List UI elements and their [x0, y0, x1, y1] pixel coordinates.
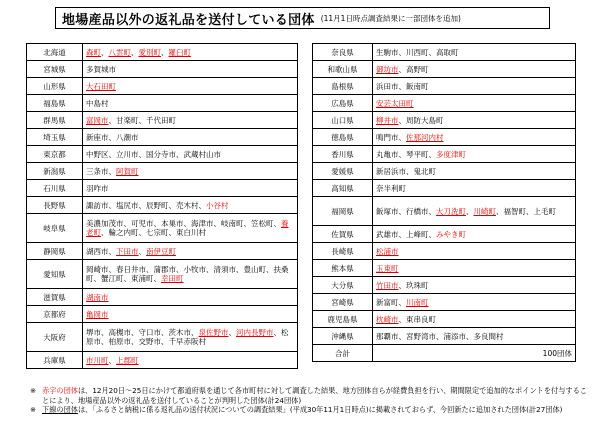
prefecture-cell: 群馬県 — [27, 112, 83, 129]
table-row — [313, 294, 576, 311]
table-row — [313, 277, 576, 294]
highlighted-municipality: 富岡市 — [86, 115, 109, 125]
municipality-text: 羽咋市 — [86, 183, 109, 193]
table-row — [313, 260, 576, 277]
highlighted-municipality: 多度津町 — [436, 149, 466, 159]
municipality-cell — [373, 112, 576, 129]
prefecture-cell: 静岡県 — [27, 243, 83, 260]
highlighted-municipality: 上郡町 — [116, 355, 139, 365]
highlighted-municipality: 市川町 — [86, 355, 109, 365]
municipality-text: 、 — [131, 47, 139, 57]
prefecture-cell: 和歌山県 — [313, 61, 373, 78]
prefecture-cell: 広島県 — [313, 95, 373, 112]
table-row — [27, 352, 298, 369]
highlighted-municipality: 竹田市 — [376, 280, 399, 290]
highlighted-municipality: 大刀洗町 — [436, 206, 466, 216]
municipality-cell — [83, 163, 298, 180]
prefecture-cell: 宮城県 — [27, 61, 83, 78]
municipality-text: 、 — [108, 355, 116, 365]
page-subtitle: (11月1日時点調査結果に一部団体を追加) — [320, 13, 461, 23]
municipality-text: 、甘楽町、千代田町 — [108, 115, 176, 125]
table-row — [27, 95, 298, 112]
prefecture-cell: 熊本県 — [313, 260, 373, 277]
prefecture-cell: 埼玉県 — [27, 129, 83, 146]
title-box — [55, 7, 550, 29]
municipality-text: 鳴門市、 — [376, 132, 406, 142]
prefecture-cell: 奈良県 — [313, 44, 373, 61]
highlighted-municipality: 森町 — [86, 47, 101, 57]
highlighted-municipality: 羅臼町 — [168, 47, 191, 57]
municipality-cell — [373, 78, 576, 95]
municipality-cell — [83, 260, 298, 289]
prefecture-cell: 新潟県 — [27, 163, 83, 180]
municipality-cell — [373, 243, 576, 260]
municipality-cell — [83, 61, 298, 78]
highlighted-municipality: 川南町 — [406, 297, 429, 307]
prefecture-cell: 大分県 — [313, 277, 373, 294]
municipality-text: 中野区、立川市、国分寺市、武蔵村山市 — [86, 149, 221, 159]
municipality-cell — [373, 311, 576, 328]
municipality-text: 、福智町、上毛町 — [496, 206, 556, 216]
right-municipality-table — [312, 43, 576, 362]
municipality-cell — [83, 78, 298, 95]
municipality-cell — [373, 95, 576, 112]
municipality-text: は、「ふるさと納税に係る返礼品の送付状況についての調査結果」(平成30年11月1日時点)に掲載されておらず、今回新たに追加された団体(計27団体) — [77, 405, 563, 415]
highlighted-municipality: 愛別町 — [138, 47, 161, 57]
prefecture-cell: 鹿児島県 — [313, 311, 373, 328]
table-row — [313, 163, 576, 180]
municipality-text: 丸亀市、琴平町、 — [376, 149, 436, 159]
municipality-text: 武雄市、上峰町、 — [376, 229, 436, 239]
table-row — [27, 146, 298, 163]
table-row — [313, 328, 576, 345]
municipality-text: 新富町、 — [376, 297, 406, 307]
municipality-cell — [83, 112, 298, 129]
table-row — [27, 61, 298, 78]
municipality-cell — [373, 328, 576, 345]
table-row — [313, 78, 576, 95]
footnote-text — [42, 386, 590, 405]
highlighted-municipality: 玉東町 — [376, 263, 399, 273]
prefecture-cell: 沖縄県 — [313, 328, 373, 345]
municipality-cell — [83, 129, 298, 146]
prefecture-cell: 長野県 — [27, 197, 83, 214]
municipality-cell — [373, 163, 576, 180]
prefecture-cell: 長崎県 — [313, 243, 373, 260]
municipality-cell — [83, 352, 298, 369]
highlighted-municipality: 八雲町 — [108, 47, 131, 57]
municipality-cell — [373, 146, 576, 163]
table-row — [313, 311, 576, 328]
municipality-text: 、輪之内町、七宗町、東白川村 — [101, 228, 206, 237]
prefecture-cell: 大阪府 — [27, 323, 83, 352]
highlighted-municipality: 柳井市 — [376, 115, 399, 125]
prefecture-cell: 福岡県 — [313, 197, 373, 226]
prefecture-cell: 岐阜県 — [27, 214, 83, 243]
total-label: 合計 — [313, 345, 373, 362]
municipality-text: 奈半利町 — [376, 183, 406, 193]
municipality-cell — [83, 214, 298, 243]
prefecture-cell: 愛知県 — [27, 260, 83, 289]
table-row — [313, 61, 576, 78]
municipality-cell — [83, 146, 298, 163]
municipality-text: 飯塚市、行橋市、 — [376, 206, 436, 216]
table-row — [27, 197, 298, 214]
municipality-text: 、 — [228, 328, 236, 337]
highlighted-municipality: 赤字の団体 — [42, 386, 78, 395]
highlighted-municipality: 南伊豆町 — [146, 246, 176, 256]
prefecture-cell: 京都府 — [27, 306, 83, 323]
prefecture-cell: 愛媛県 — [313, 163, 373, 180]
highlighted-municipality: 河内長野市 — [236, 328, 274, 337]
table-row — [313, 243, 576, 260]
municipality-text: 美濃加茂市、可児市、本巣市、海津市、岐南町、笠松町、 — [86, 219, 281, 228]
municipality-cell — [373, 44, 576, 61]
municipality-text: 、周防大島町 — [398, 115, 444, 125]
municipality-cell — [83, 243, 298, 260]
prefecture-cell: 山口県 — [313, 112, 373, 129]
highlighted-municipality: 川崎町 — [473, 206, 496, 216]
prefecture-cell: 石川県 — [27, 180, 83, 197]
municipality-text: 岡崎市、春日井市、蒲郡市、小牧市、清須市、豊山町、扶桑町、蟹江町、東浦町、 — [86, 265, 289, 283]
municipality-text: 、東串良町 — [398, 314, 436, 324]
municipality-text: 、玖珠町 — [398, 280, 429, 290]
municipality-cell — [83, 289, 298, 306]
municipality-text: 堺市、高槻市、守口市、茨木市、 — [86, 328, 199, 337]
prefecture-cell: 佐賀県 — [313, 226, 373, 243]
highlighted-municipality: 御坊市 — [376, 64, 399, 74]
table-row — [27, 112, 298, 129]
table-row — [313, 226, 576, 243]
highlighted-municipality: 佐那河内村 — [406, 132, 444, 142]
table-row — [27, 306, 298, 323]
municipality-text: 、高野町 — [398, 64, 429, 74]
table-row — [27, 323, 298, 352]
municipality-text: 湖西市、 — [86, 246, 116, 256]
highlighted-municipality: 幸田町 — [161, 274, 184, 283]
table-row — [313, 112, 576, 129]
footnote-mark: ※ — [30, 386, 37, 395]
municipality-text: 、 — [138, 246, 146, 256]
municipality-text: 新居浜市、鬼北町 — [376, 166, 436, 176]
highlighted-municipality: みやき町 — [436, 229, 466, 239]
municipality-cell — [373, 260, 576, 277]
municipality-text: 中島村 — [86, 98, 109, 108]
prefecture-cell: 東京都 — [27, 146, 83, 163]
municipality-text: 三条市、 — [86, 166, 116, 176]
municipality-cell — [373, 61, 576, 78]
prefecture-cell: 宮崎県 — [313, 294, 373, 311]
municipality-cell — [83, 180, 298, 197]
municipality-text: 多賀城市 — [86, 64, 116, 74]
prefecture-cell: 山形県 — [27, 78, 83, 95]
municipality-text: 、 — [466, 206, 474, 216]
table-row — [27, 78, 298, 95]
highlighted-municipality: 阿賀町 — [116, 166, 139, 176]
table-row — [313, 180, 576, 197]
footnote — [30, 386, 590, 405]
prefecture-cell: 福島県 — [27, 95, 83, 112]
municipality-text: 浜田市、飯南町 — [376, 81, 429, 91]
municipality-text: は、12月20日～25日にかけて都道府県を通じて各市町村に対して調査した結果、地方団体自らが経費負担を行い、期間限定で追加的なポイントを付与することにより、地場産品以外の返礼品を送付していることが判明した団体(計24団体) — [42, 386, 587, 405]
prefecture-cell: 高知県 — [313, 180, 373, 197]
municipality-text: 諏訪市、塩尻市、辰野町、売木村、 — [86, 200, 206, 210]
total-row — [313, 345, 576, 362]
prefecture-cell: 滋賀県 — [27, 289, 83, 306]
highlighted-municipality: 亀岡市 — [86, 309, 109, 319]
prefecture-cell: 香川県 — [313, 146, 373, 163]
municipality-cell — [373, 294, 576, 311]
municipality-cell — [83, 44, 298, 61]
footnotes — [30, 386, 590, 415]
table-row — [27, 214, 298, 243]
highlighted-municipality: 安芸太田町 — [376, 98, 414, 108]
municipality-cell — [83, 306, 298, 323]
highlighted-municipality: 枕崎市 — [376, 314, 399, 324]
table-row — [27, 180, 298, 197]
highlighted-municipality: 松浦市 — [376, 246, 399, 256]
page-title: 地場産品以外の返礼品を送付している団体 — [62, 12, 315, 28]
municipality-text: 新座市、八潮市 — [86, 132, 139, 142]
municipality-text: 、松原市、柏原市、交野市、千早赤阪村 — [86, 328, 289, 346]
total-value: 100団体 — [373, 345, 576, 362]
table-row — [313, 146, 576, 163]
highlighted-municipality: 湖南市 — [86, 292, 109, 302]
municipality-cell — [83, 95, 298, 112]
highlighted-municipality: 養老町 — [86, 219, 289, 237]
highlighted-municipality: 大石田町 — [86, 81, 116, 91]
footnote-text — [42, 405, 590, 415]
prefecture-cell: 徳島県 — [313, 129, 373, 146]
table-row — [27, 129, 298, 146]
table-row — [313, 129, 576, 146]
prefecture-cell: 北海道 — [27, 44, 83, 61]
municipality-text: 、 — [101, 47, 109, 57]
municipality-cell — [83, 323, 298, 352]
highlighted-municipality: 泉佐野市 — [198, 328, 229, 337]
municipality-cell — [373, 226, 576, 243]
footnote-mark: ※ — [30, 405, 37, 415]
municipality-text: 生駒市、川西町、高取町 — [376, 47, 459, 57]
table-row — [313, 197, 576, 226]
table-row — [27, 44, 298, 61]
table-row — [27, 243, 298, 260]
municipality-cell — [373, 180, 576, 197]
highlighted-municipality: 下田市 — [116, 246, 139, 256]
prefecture-cell: 兵庫県 — [27, 352, 83, 369]
table-row — [313, 95, 576, 112]
municipality-cell — [373, 277, 576, 294]
highlighted-municipality: 小谷村 — [206, 200, 229, 210]
highlighted-municipality: 下線の団体 — [42, 405, 78, 415]
left-municipality-table — [26, 43, 298, 369]
table-row — [27, 163, 298, 180]
table-row — [27, 289, 298, 306]
municipality-text: 、 — [161, 47, 169, 57]
table-row — [313, 44, 576, 61]
municipality-text: 那覇市、宮野湾市、浦添市、多良間村 — [376, 331, 504, 341]
prefecture-cell: 島根県 — [313, 78, 373, 95]
table-row — [27, 260, 298, 289]
footnote — [30, 405, 590, 415]
municipality-cell — [373, 197, 576, 226]
municipality-cell — [83, 197, 298, 214]
municipality-cell — [373, 129, 576, 146]
